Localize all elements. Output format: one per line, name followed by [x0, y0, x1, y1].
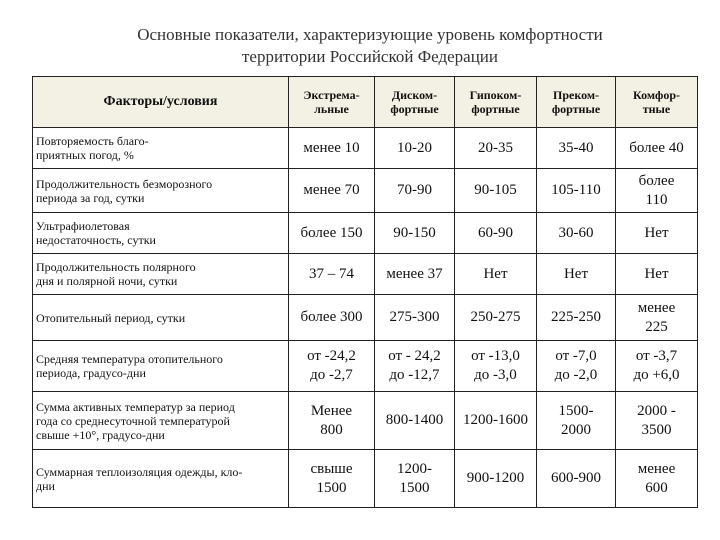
- row-factor: Ультрафиолетовая недостаточность, сутки: [33, 213, 289, 254]
- cell-comfort: менее 225: [616, 295, 698, 341]
- table-row: [33, 392, 698, 450]
- cell-hypocomfort: 20-35: [455, 128, 537, 169]
- cell-extreme: Менее 800: [289, 392, 375, 450]
- cell-comfort: 2000 - 3500: [616, 392, 698, 450]
- cell-hypocomfort: от -13,0 до -3,0: [455, 341, 537, 392]
- cell-comfort: Нет: [616, 213, 698, 254]
- row-factor: Средняя температура отопительного периода, градусо-дни: [33, 341, 289, 392]
- cell-extreme: свыше 1500: [289, 450, 375, 508]
- header-hypocomfort: Гипоком- фортные: [455, 77, 537, 128]
- cell-hypocomfort: 60-90: [455, 213, 537, 254]
- cell-discomfort: 275-300: [375, 295, 455, 341]
- table-row: [33, 169, 698, 213]
- row-factor: Суммарная теплоизоляция одежды, кло- дни: [33, 450, 289, 508]
- cell-precomfort: 30-60: [537, 213, 616, 254]
- table-row: [33, 341, 698, 392]
- header-comfort: Комфор- тные: [616, 77, 698, 128]
- title-line-1: Основные показатели, характеризующие уровень комфортности: [137, 25, 603, 44]
- table-row: [33, 213, 698, 254]
- cell-discomfort: 800-1400: [375, 392, 455, 450]
- header-extreme: Экстрема- льные: [289, 77, 375, 128]
- table-row: [33, 254, 698, 295]
- cell-precomfort: Нет: [537, 254, 616, 295]
- cell-precomfort: от -7,0 до -2,0: [537, 341, 616, 392]
- cell-discomfort: от - 24,2 до -12,7: [375, 341, 455, 392]
- cell-extreme: более 150: [289, 213, 375, 254]
- cell-hypocomfort: 1200-1600: [455, 392, 537, 450]
- cell-extreme: менее 70: [289, 169, 375, 213]
- row-factor: Продолжительность безморозного периода за год, сутки: [33, 169, 289, 213]
- cell-precomfort: 600-900: [537, 450, 616, 508]
- comfort-indicators-table: [32, 76, 698, 508]
- cell-comfort: Нет: [616, 254, 698, 295]
- cell-precomfort: 35-40: [537, 128, 616, 169]
- cell-hypocomfort: 900-1200: [455, 450, 537, 508]
- table-row: [33, 450, 698, 508]
- cell-hypocomfort: Нет: [455, 254, 537, 295]
- header-factors: Факторы/условия: [33, 77, 289, 128]
- cell-comfort: более 110: [616, 169, 698, 213]
- cell-comfort: менее 600: [616, 450, 698, 508]
- cell-extreme: менее 10: [289, 128, 375, 169]
- cell-discomfort: менее 37: [375, 254, 455, 295]
- row-factor: Повторяемость благо- приятных погод, %: [33, 128, 289, 169]
- table-row: [33, 128, 698, 169]
- cell-precomfort: 105-110: [537, 169, 616, 213]
- row-factor: Продолжительность полярного дня и полярной ночи, сутки: [33, 254, 289, 295]
- cell-comfort: более 40: [616, 128, 698, 169]
- row-factor: Сумма активных температур за период года со среднесуточной температурой свыше +10°, градусо-дни: [33, 392, 289, 450]
- cell-discomfort: 10-20: [375, 128, 455, 169]
- header-discomfort: Диском- фортные: [375, 77, 455, 128]
- table-row: [33, 295, 698, 341]
- cell-precomfort: 1500- 2000: [537, 392, 616, 450]
- title-line-2: территории Российской Федерации: [241, 47, 499, 66]
- cell-discomfort: 90-150: [375, 213, 455, 254]
- cell-discomfort: 1200- 1500: [375, 450, 455, 508]
- header-precomfort: Преком- фортные: [537, 77, 616, 128]
- cell-extreme: более 300: [289, 295, 375, 341]
- cell-precomfort: 225-250: [537, 295, 616, 341]
- cell-discomfort: 70-90: [375, 169, 455, 213]
- cell-hypocomfort: 90-105: [455, 169, 537, 213]
- cell-hypocomfort: 250-275: [455, 295, 537, 341]
- cell-comfort: от -3,7 до +6,0: [616, 341, 698, 392]
- page-title: [60, 24, 680, 68]
- cell-extreme: 37 – 74: [289, 254, 375, 295]
- row-factor: Отопительный период, сутки: [33, 295, 289, 341]
- table-header-row: [33, 77, 698, 128]
- cell-extreme: от -24,2 до -2,7: [289, 341, 375, 392]
